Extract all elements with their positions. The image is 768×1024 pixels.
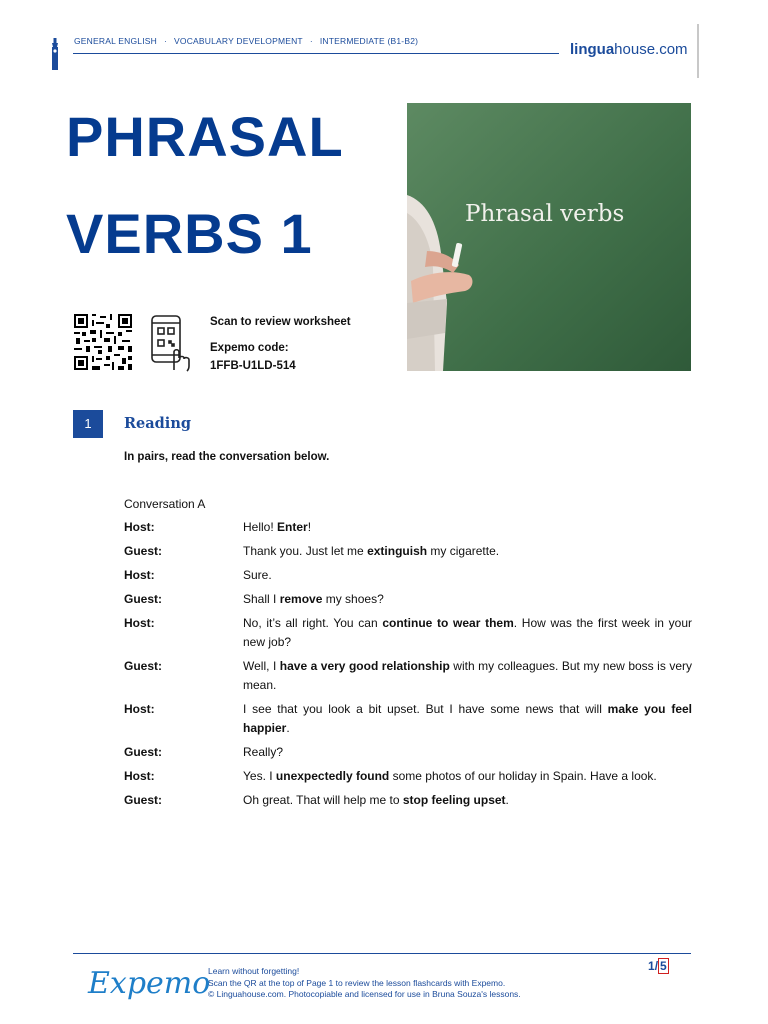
- speaker-line: Well, I have a very good relationship with my colleagues. But my new boss is very mean.: [243, 659, 693, 692]
- code-label: Expemo code:: [210, 342, 289, 354]
- breadcrumb-item: INTERMEDIATE (B1-B2): [319, 36, 419, 46]
- phone-scan-icon: [150, 314, 192, 372]
- speaker-label: Host:: [124, 769, 155, 783]
- instruction: In pairs, read the conversation below.: [124, 451, 330, 463]
- speaker-line: No, it’s all right. You can continue to wear them. How was the first week in your new job?: [243, 616, 692, 649]
- scan-label: Scan to review worksheet: [210, 316, 351, 328]
- linguahouse-logo[interactable]: linguahouse.com: [570, 41, 688, 58]
- dialog-row: [124, 743, 692, 762]
- margin-bar: [697, 24, 699, 78]
- footer-copyright: © Linguahouse.com. Photocopiable and licensed for use in Bruna Souza's lessons.: [208, 989, 521, 999]
- footer-divider: [73, 953, 691, 954]
- speaker-label: Guest:: [124, 592, 163, 606]
- speaker-label: Host:: [124, 702, 155, 716]
- dialog-row: [124, 566, 692, 585]
- header-divider: [73, 53, 559, 54]
- speaker-line: Thank you. Just let me extinguish my cigarette.: [243, 544, 500, 558]
- breadcrumb: GENERAL ENGLISH · VOCABULARY DEVELOPMENT · INTERMEDIATE (B1-B2): [74, 36, 419, 46]
- page-total-link[interactable]: 5: [660, 959, 667, 973]
- dialog-row: [124, 700, 692, 738]
- speaker-line: Shall I remove my shoes?: [243, 592, 384, 606]
- footer-instruction: Scan the QR at the top of Page 1 to review the lesson flashcards with Expemo.: [208, 977, 506, 988]
- dialog-row: [124, 542, 692, 561]
- dialog-row: [124, 791, 692, 810]
- dialog-row: [124, 614, 692, 652]
- section-number: 1: [73, 410, 103, 438]
- conversation-title: Conversation A: [124, 497, 206, 511]
- qr-code-icon[interactable]: [74, 314, 132, 370]
- breadcrumb-item: GENERAL ENGLISH: [74, 36, 157, 46]
- big-ben-icon: [50, 38, 60, 70]
- footer-text: [208, 966, 521, 1001]
- dialog-row: [124, 590, 692, 609]
- conversation-dialog: [124, 518, 692, 815]
- highlighted-phrase: have a very good relationship: [279, 659, 450, 673]
- highlighted-phrase: remove: [279, 592, 323, 606]
- speaker-line: Oh great. That will help me to stop feeling upset.: [243, 793, 509, 807]
- speaker-label: Host:: [124, 568, 155, 582]
- highlighted-phrase: unexpectedly found: [275, 769, 390, 783]
- section-title: Reading: [124, 415, 191, 432]
- chalkboard-photo: [407, 103, 691, 371]
- speaker-label: Guest:: [124, 659, 163, 673]
- speaker-line: I see that you look a bit upset. But I have some news that will make you feel happier.: [243, 702, 692, 735]
- speaker-label: Guest:: [124, 745, 163, 759]
- speaker-line: Really?: [243, 745, 284, 759]
- speaker-label: Guest:: [124, 544, 163, 558]
- speaker-label: Host:: [124, 616, 155, 630]
- code-value: 1FFB-U1LD-514: [210, 360, 296, 372]
- highlighted-phrase: stop feeling upset: [402, 793, 506, 807]
- breadcrumb-item: VOCABULARY DEVELOPMENT: [174, 36, 303, 46]
- speaker-line: Sure.: [243, 568, 272, 582]
- highlighted-phrase: make you feel happier: [243, 702, 692, 735]
- speaker-line: Hello! Enter!: [243, 520, 312, 534]
- highlighted-phrase: extinguish: [367, 544, 428, 558]
- page-number: 1/ 5: [648, 959, 667, 973]
- title-line: VERBS 1: [66, 202, 313, 265]
- chalk-text: Phrasal verbs: [465, 201, 625, 227]
- dialog-row: [124, 767, 692, 786]
- speaker-label: Host:: [124, 520, 155, 534]
- expemo-logo[interactable]: Expemo: [88, 966, 211, 1001]
- speaker-line: Yes. I unexpectedly found some photos of our holiday in Spain. Have a look.: [243, 769, 657, 783]
- highlighted-phrase: continue to wear them: [382, 616, 514, 630]
- title-line: PHRASAL: [66, 105, 344, 168]
- footer-tagline: Learn without forgetting!: [208, 966, 300, 976]
- dialog-row: [124, 518, 692, 537]
- expemo-code-block: [210, 313, 351, 375]
- page-title: [66, 88, 344, 282]
- highlighted-phrase: Enter: [277, 520, 308, 534]
- speaker-label: Guest:: [124, 793, 163, 807]
- dialog-row: [124, 657, 692, 695]
